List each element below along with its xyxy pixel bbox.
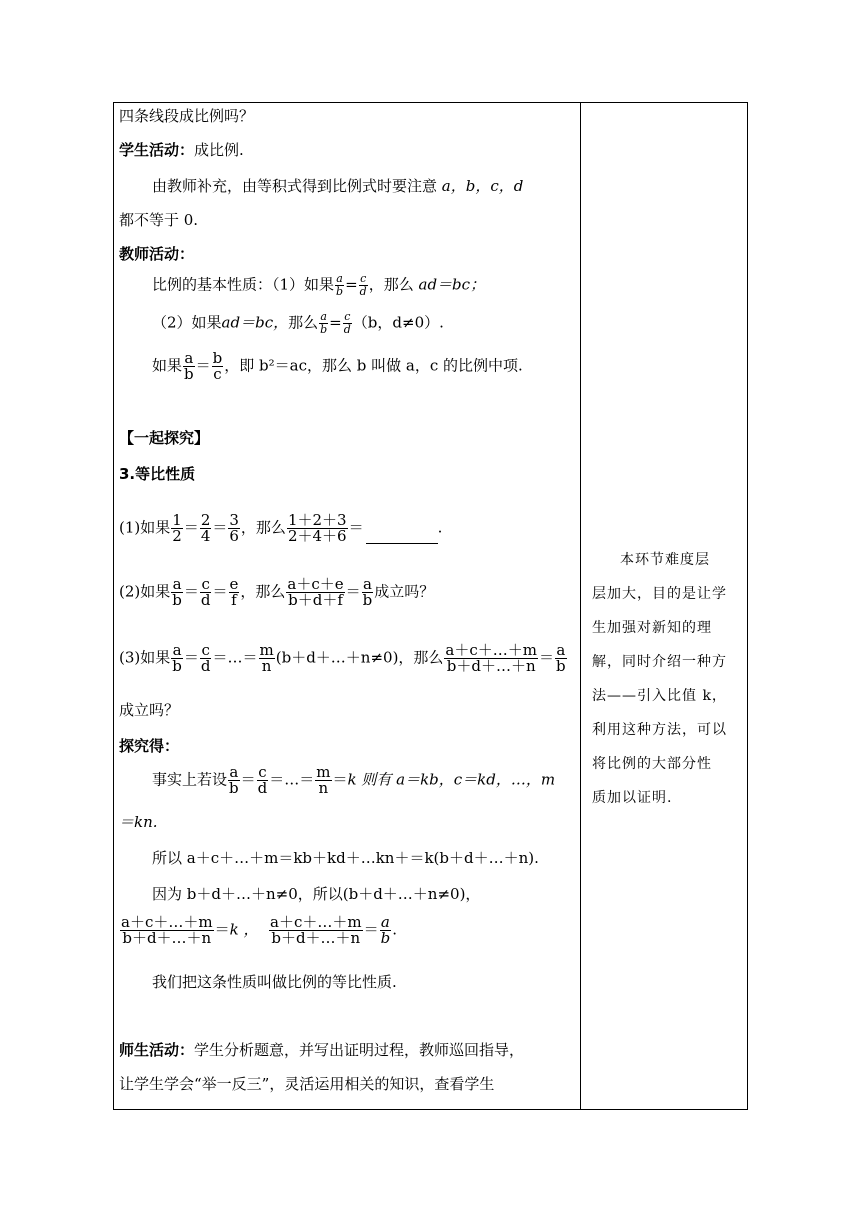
class-activity: 师生活动：学生分析题意，并写出证明过程，教师巡回指导， xyxy=(119,1041,525,1059)
explore-line-6: 我们把这条性质叫做比例的等比性质. xyxy=(152,973,397,991)
teacher-activity xyxy=(119,245,194,263)
text-line: 成立吗？ xyxy=(119,701,180,719)
question-2: (2)如果 $\frac{a}{b}$ ＝ $\frac{c}{d}$ ＝ $\frac{e}{f}$ ，那么 $\frac{a+c+e}{b+d+f}$ ＝ $\frac{a}{b}$ 成立吗？ xyxy=(119,575,435,609)
text-line: 都不等于 0. xyxy=(119,211,199,229)
text-line: 四条线段成比例吗？ xyxy=(119,107,255,125)
explore-label: 探究得： xyxy=(119,737,180,755)
teacher-note: 由教师补充，由等积式得到比例式时要注意 a，b，c，d xyxy=(152,177,524,195)
explore-line-1: 事实上若设 $\frac{a}{b}$ ＝ $\frac{c}{d}$ ＝…＝ $\frac{m}{n}$ ＝k 则有 a＝kb，c＝kd，…，m xyxy=(152,763,556,797)
section-title: 【一起探究】 xyxy=(119,429,210,447)
explore-line-4: 因为 b＋d＋…＋n≠0，所以(b＋d＋…＋n≠0)， xyxy=(152,885,481,903)
column-divider xyxy=(580,103,581,1109)
explore-line-5: $\frac{a+c+\dots+m}{b+d+\dots+n}$ ＝k ， $\frac{a+c+\dots+m}{b+d+\dots+n}$ ＝ $\frac{a}{b}$ . xyxy=(121,913,397,947)
teacher-activity-label: 教师活动： xyxy=(119,245,195,263)
answer-blank[interactable] xyxy=(366,529,438,544)
property-1: 比例的基本性质：（1）如果 $\frac{a}{b}$ = $\frac{c}{d}$ ，那么 ad＝bc； xyxy=(152,272,486,298)
question-3: (3)如果 $\frac{a}{b}$ ＝ $\frac{c}{d}$ ＝…＝ $\frac{m}{n}$ (b＋d＋…＋n≠0)，那么 $\frac{a+c+\dots+m}{b+d+\dots+n}$ ＝ $\frac{a}{b}$ xyxy=(119,641,566,675)
student-activity: 学生活动：成比例. xyxy=(119,141,244,159)
question-1: (1)如果 $\frac{1}{2}$ ＝ $\frac{2}{4}$ ＝ $\frac{3}{6}$ ，那么 $\frac{1+2+3}{2+4+6}$ ＝ . xyxy=(119,511,443,545)
text-line: ＝kn. xyxy=(119,813,158,831)
section-subtitle: 3.等比性质 xyxy=(119,465,196,483)
lesson-table xyxy=(113,102,748,1110)
explore-line-3: 所以 a＋c＋…＋m＝kb＋kd＋…kn＋＝k(b＋d＋…＋n). xyxy=(152,849,539,867)
property-2: （2）如果ad＝bc，那么 $\frac{a}{b}$ = $\frac{c}{d}$ （b，d≠0）. xyxy=(152,310,444,336)
class-activity-cont: 让学生学会“举一反三”，灵活运用相关的知识，查看学生 xyxy=(119,1075,495,1093)
student-activity-label: 学生活动： xyxy=(119,141,195,159)
mean-proportional: 如果 $\frac{a}{b}$ ＝ $\frac{b}{c}$ ，即 b²＝ac，那么 b 叫做 a，c 的比例中项. xyxy=(152,349,523,383)
side-note: 本环节难度层 层加大，目的是让学 生加强对新知的理 解，同时介绍一种方 法——引入比值 k， 利用这种方法，可以 将比例的大部分性 质加以证明. xyxy=(592,552,727,806)
